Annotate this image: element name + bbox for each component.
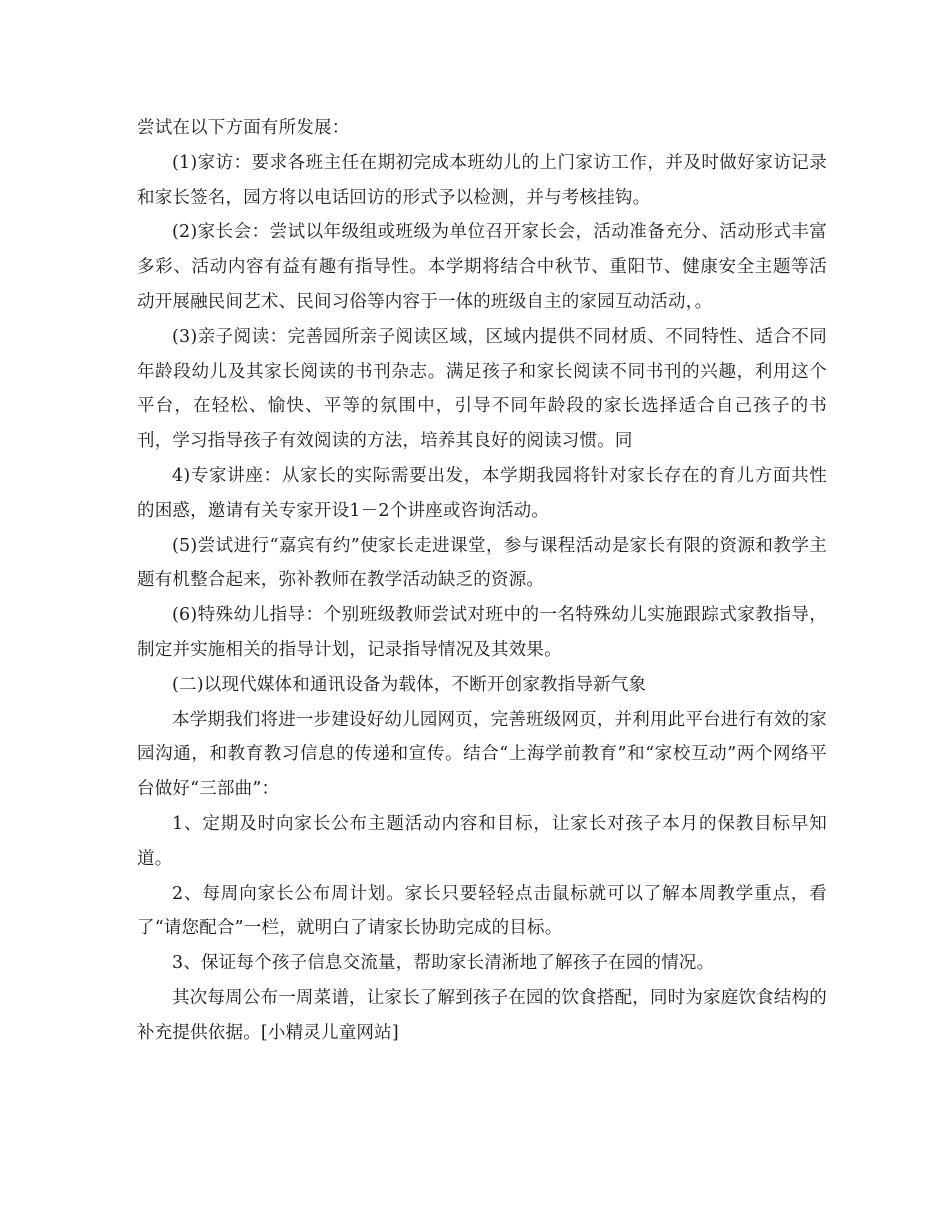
- paragraph-parent-meeting: (2)家长会：尝试以年级组或班级为单位召开家长会，活动准备充分、活动形式丰富多彩、活动内容有益有趣有指导性。本学期将结合中秋节、重阳节、健康安全主题等活动开展融民间艺术、民间习俗等内容于一体的班级自主的家园互动活动，。: [137, 222, 827, 312]
- paragraph-parent-child-reading: (3)亲子阅读：完善园所亲子阅读区域，区域内提供不同材质、不同特性、适合不同年龄段幼儿及其家长阅读的书刊杂志。满足孩子和家长阅读不同书刊的兴趣，利用这个平台，在轻松、愉快、平等的氛围中，引导不同年龄段的家长选择适合自己孩子的书刊，学习指导孩子有效阅读的方法，培养其良好的阅读习惯。同: [137, 326, 827, 452]
- paragraph-menu: 其次每周公布一周菜谱，让家长了解到孩子在园的饮食搭配，同时为家庭饮食结构的补充提供依据。[小精灵儿童网站]: [137, 987, 827, 1043]
- paragraph-guest-appointment: (5)尝试进行“嘉宾有约”使家长走进课堂，参与课程活动是家长有限的资源和教学主题有机整合起来，弥补教师在教学活动缺乏的资源。: [137, 535, 827, 591]
- paragraph-special-child-guidance: (6)特殊幼儿指导：个别班级教师尝试对班中的一名特殊幼儿实施跟踪式家教指导，制定并实施相关的指导计划，记录指导情况及其效果。: [137, 605, 827, 660]
- paragraph-intro: 尝试在以下方面有所发展：: [137, 118, 350, 138]
- paragraph-expert-lecture: 4)专家讲座：从家长的实际需要出发，本学期我园将针对家长存在的育儿方面共性的困惑，邀请有关专家开设1－2个讲座或咨询活动。: [137, 465, 827, 521]
- list-item-1: 1、定期及时向家长公布主题活动内容和目标，让家长对孩子本月的保教目标早知道。: [137, 813, 827, 869]
- list-item-3: 3、保证每个孩子信息交流量，帮助家长清淅地了解孩子在园的情况。: [172, 953, 715, 974]
- section-heading-media: (二)以现代媒体和通讯设备为载体，不断开创家教指导新气象: [172, 674, 647, 695]
- paragraph-home-visit: (1)家访：要求各班主任在期初完成本班幼儿的上门家访工作，并及时做好家访记录和家长签名，园方将以电话回访的形式予以检测，并与考核挂钩。: [137, 152, 827, 208]
- document-body: [137, 111, 827, 1051]
- list-item-2: 2、每周向家长公布周计划。家长只要轻轻点击鼠标就可以了解本周教学重点，看了“请您配合”一栏，就明白了请家长协助完成的目标。: [137, 883, 827, 939]
- paragraph-website: 本学期我们将进一步建设好幼儿园网页，完善班级网页，并利用此平台进行有效的家园沟通，和教育教习信息的传递和宣传。结合“上海学前教育”和“家校互动”两个网络平台做好“三部曲”：: [137, 709, 827, 800]
